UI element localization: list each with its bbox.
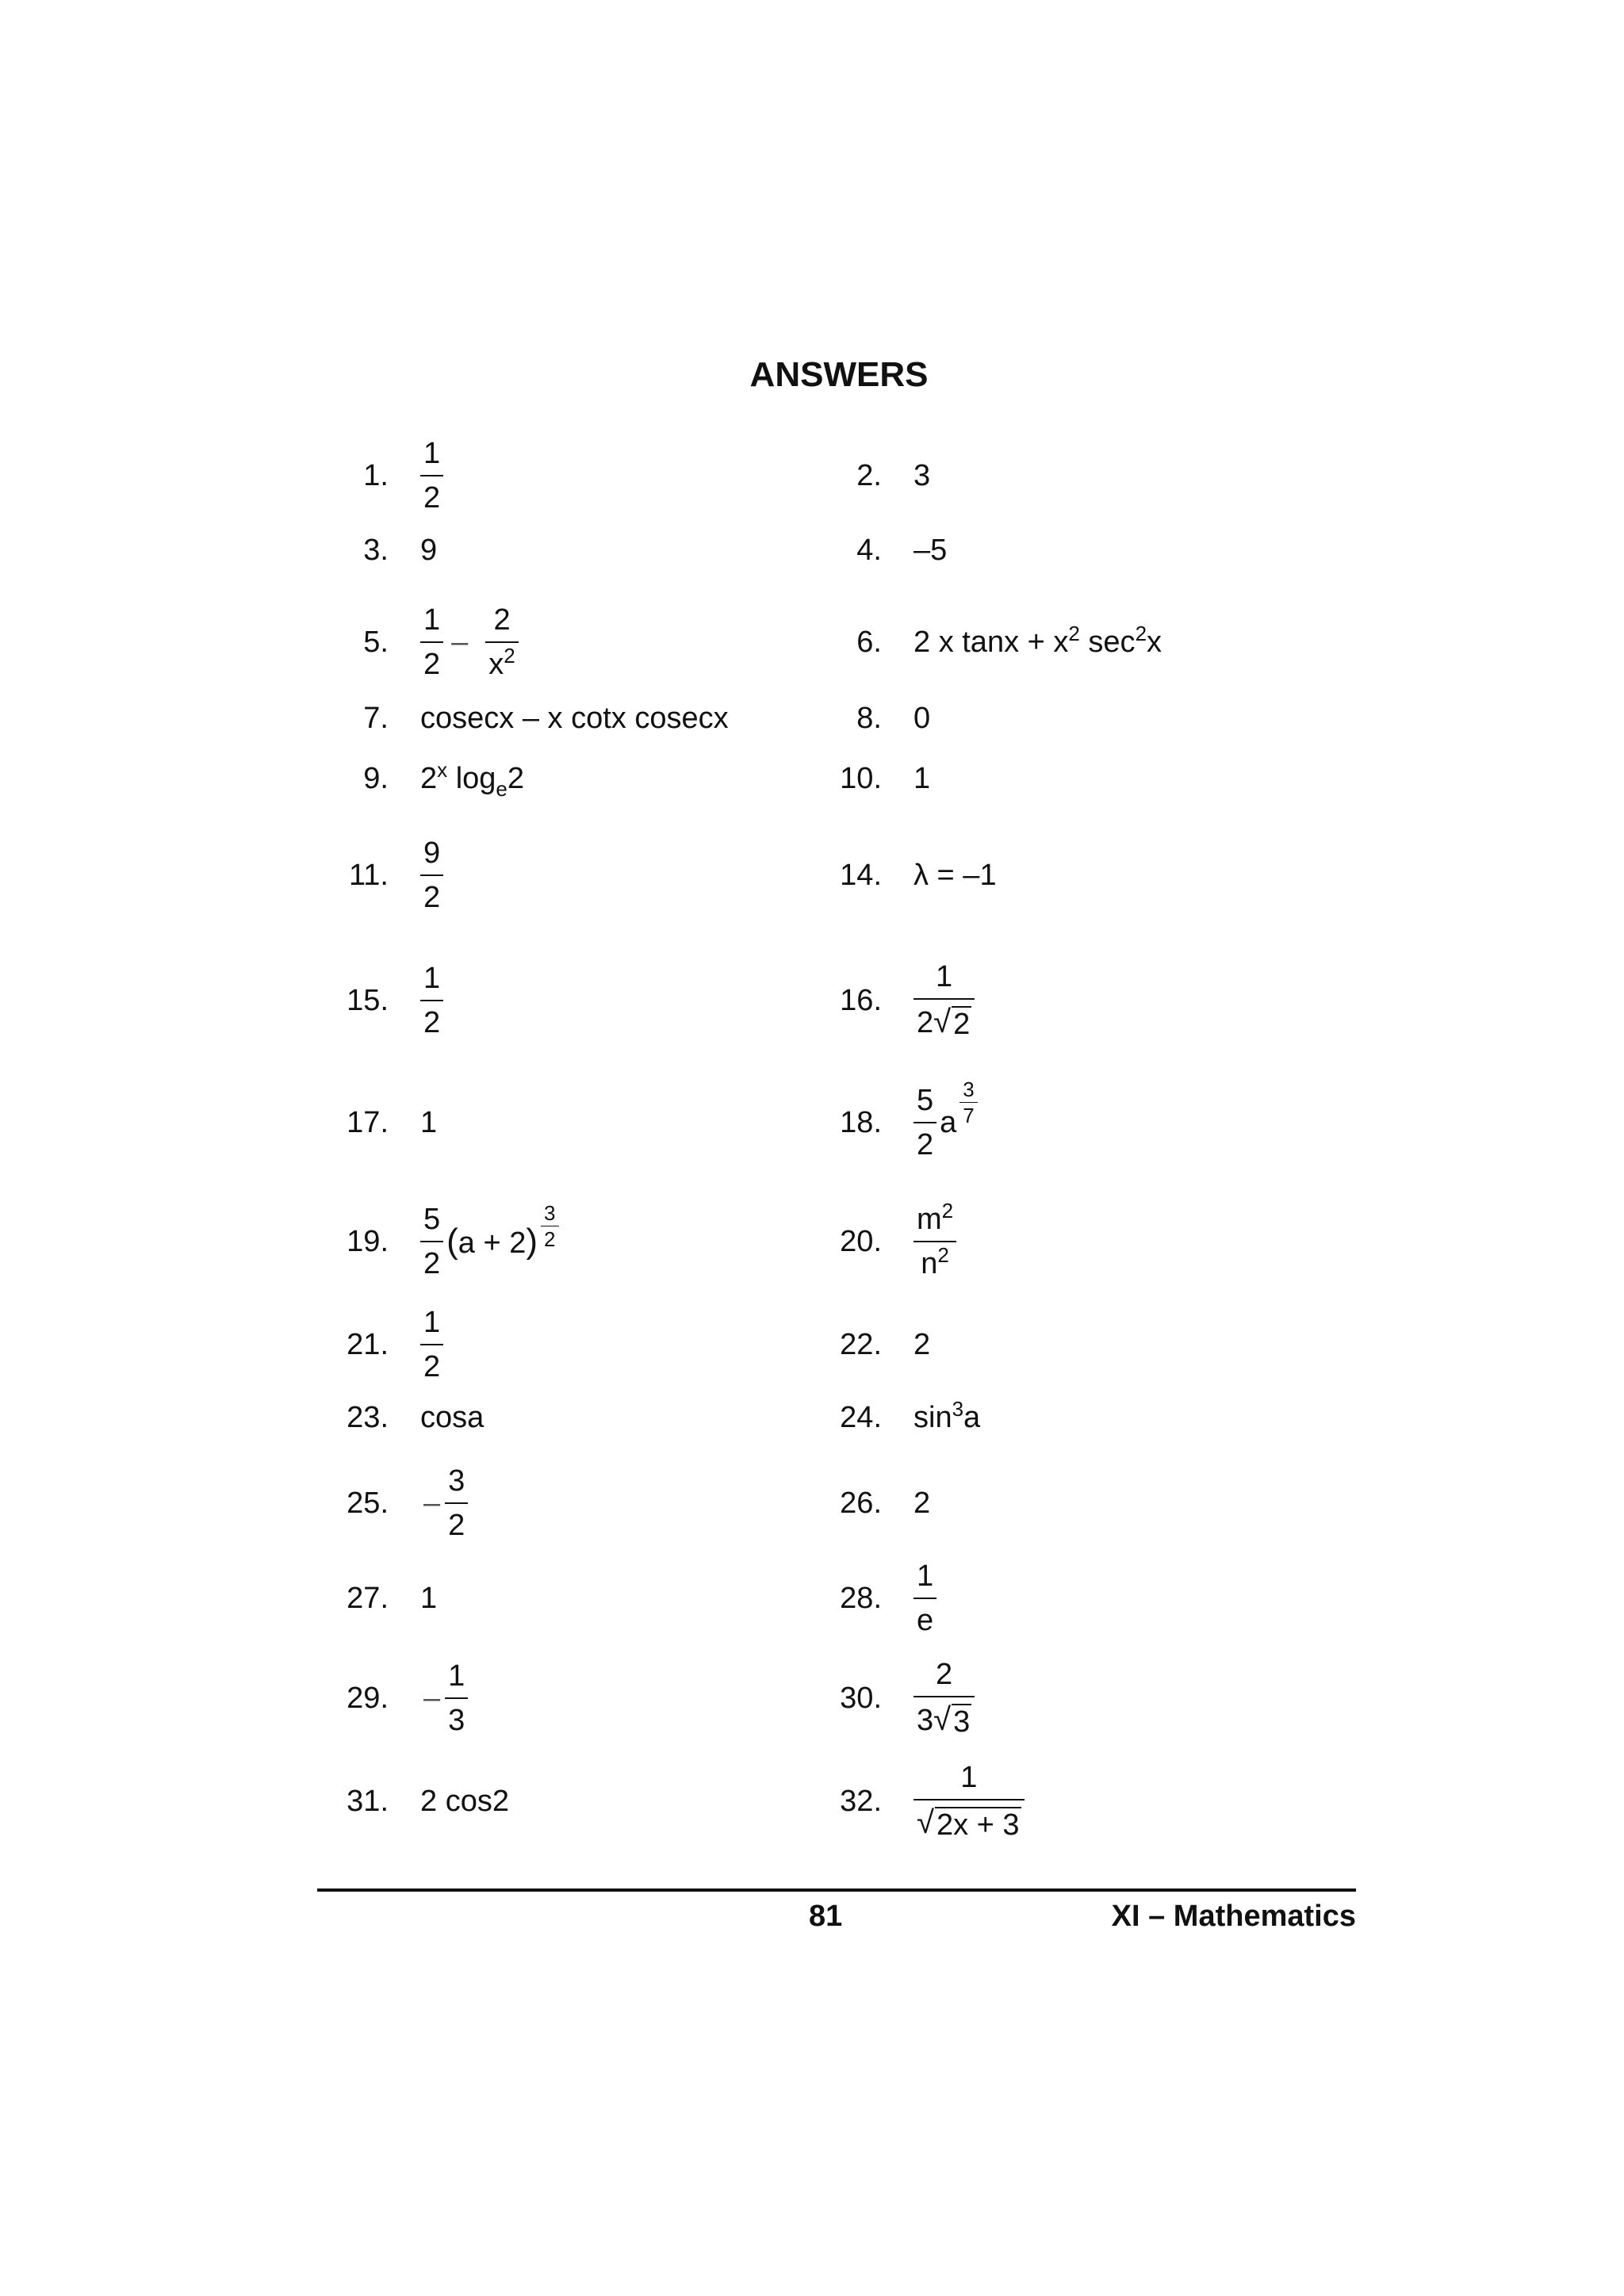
answer-number: 1.	[363, 459, 389, 492]
answer-23: cosa	[420, 1401, 485, 1434]
answer-number: 3.	[363, 534, 389, 567]
answer-19: $\frac{5}{2}$ (a + 2) $\frac{3}{2}$	[420, 1204, 559, 1279]
fraction: $\frac{1}{3}$	[445, 1661, 468, 1735]
square-root: √ 2	[933, 1004, 971, 1041]
fraction: $\frac{1}{2}$	[420, 963, 443, 1038]
answer-10: 1	[914, 762, 931, 795]
answer-number: 5.	[363, 626, 389, 659]
answer-number: 25.	[347, 1487, 389, 1520]
answer-28	[914, 1561, 936, 1636]
answer-number: 27.	[347, 1582, 389, 1615]
answer-18: $\frac{5}{2}$ a $\frac{3}{7}$	[914, 1085, 978, 1160]
answer-number: 28.	[840, 1582, 882, 1615]
answer-number: 14.	[840, 859, 882, 892]
answer-3: 9	[420, 534, 438, 567]
answer-number: 11.	[348, 859, 389, 892]
answer-number: 17.	[347, 1106, 389, 1139]
answer-1	[420, 438, 443, 513]
page-number: 81	[809, 1900, 843, 1933]
square-root: √ 3	[933, 1702, 971, 1739]
answer-number: 32.	[840, 1785, 882, 1818]
answer-number: 6.	[856, 626, 882, 659]
answer-number: 24.	[840, 1401, 882, 1434]
exponent-fraction: $\frac{3}{2}$	[541, 1203, 558, 1249]
fraction: 1 √ 2x + 3	[914, 1762, 1025, 1840]
answer-number: 7.	[363, 702, 389, 735]
answer-25: – $\frac{3}{2}$	[420, 1466, 468, 1540]
answer-15	[420, 963, 443, 1038]
answer-number: 31.	[347, 1785, 389, 1818]
answer-number: 26.	[840, 1487, 882, 1520]
fraction: $\frac{1}{2}$	[420, 438, 443, 513]
answer-number: 16.	[840, 984, 882, 1017]
answer-number: 18.	[840, 1106, 882, 1139]
answer-number: 4.	[856, 534, 882, 567]
fraction: $\frac{5}{2}$	[914, 1085, 936, 1160]
answer-26: 2	[914, 1487, 931, 1520]
fraction: $\frac{1}{e}$	[914, 1561, 936, 1636]
fraction: $\frac{5}{2}$	[420, 1204, 443, 1279]
fraction: $\frac{2}{x^2}$	[485, 605, 518, 679]
answer-29: – $\frac{1}{3}$	[420, 1661, 468, 1735]
answer-27: 1	[420, 1582, 438, 1615]
answer-number: 15.	[347, 984, 389, 1017]
answer-number: 10.	[840, 762, 882, 795]
fraction: 2 3 √ 3	[914, 1659, 975, 1737]
fraction: $\frac{9}{2}$	[420, 838, 443, 913]
page-title: ANSWERS	[749, 355, 929, 394]
answer-14: λ = –1	[914, 859, 997, 892]
answer-number: 21.	[347, 1328, 389, 1361]
answer-11	[420, 838, 443, 913]
fraction: 1 2 √ 2	[914, 962, 975, 1039]
answer-7: cosecx – x cotx cosecx	[420, 702, 729, 735]
answer-number: 20.	[840, 1225, 882, 1258]
answer-number: 23.	[347, 1401, 389, 1434]
fraction: $\frac{m^2}{n^2}$	[914, 1204, 956, 1279]
square-root: √ 2x + 3	[917, 1805, 1020, 1842]
answer-number: 30.	[840, 1682, 882, 1715]
answer-5: $\frac{1}{2}$ – $\frac{2}{x^2}$	[420, 605, 519, 679]
answer-number: 2.	[856, 459, 882, 492]
answer-16	[914, 962, 975, 1039]
answer-number: 8.	[856, 702, 882, 735]
answer-20	[914, 1199, 956, 1280]
answer-8: 0	[914, 702, 931, 735]
answer-number: 29.	[347, 1682, 389, 1715]
answer-31: 2 cos2	[420, 1785, 509, 1818]
exponent-fraction: $\frac{3}{7}$	[959, 1079, 977, 1126]
fraction: $\frac{1}{2}$	[420, 1307, 443, 1382]
answer-21	[420, 1307, 443, 1382]
answer-number: 22.	[840, 1328, 882, 1361]
answer-4: –5	[914, 534, 948, 567]
answer-22: 2	[914, 1328, 931, 1361]
answer-6: 2 x $\tan x + x^2$ $\sec^2x$	[914, 622, 1162, 659]
footer-divider	[317, 1888, 1356, 1892]
answer-9: 2$^x$ $\log_e2$	[420, 758, 525, 801]
answer-number: 19.	[347, 1225, 389, 1258]
fraction: $\frac{3}{2}$	[445, 1466, 468, 1540]
answer-30	[914, 1659, 975, 1737]
answer-number: 9.	[363, 762, 389, 795]
fraction: $\frac{1}{2}$	[420, 605, 443, 679]
answer-2: 3	[914, 459, 931, 492]
answer-24: $\sin^3a$	[914, 1397, 981, 1434]
footer-subject: XI – Mathematics	[1111, 1900, 1356, 1933]
answer-17: 1	[420, 1106, 438, 1139]
answer-32	[914, 1762, 1025, 1840]
